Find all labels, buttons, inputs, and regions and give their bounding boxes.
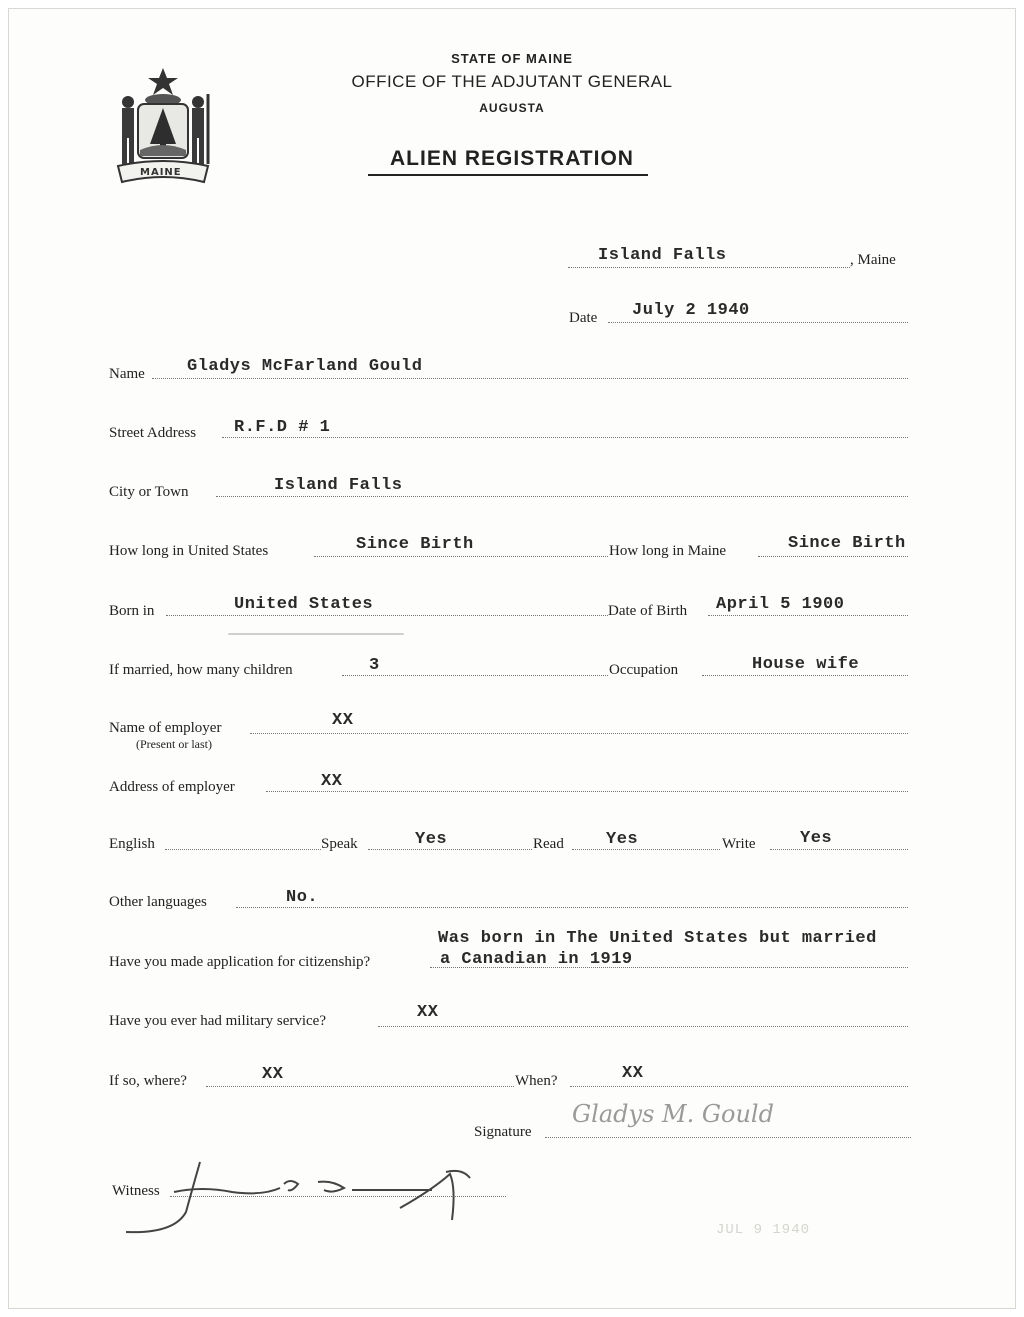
born-in-value: United States: [234, 595, 374, 614]
city-value: Island Falls: [274, 476, 403, 495]
location-value: Island Falls: [598, 246, 727, 265]
write-value: Yes: [800, 829, 833, 848]
other-languages-label: Other languages: [109, 894, 207, 910]
date-label: Date: [569, 310, 598, 326]
employer-name-label: Name of employer: [109, 720, 222, 736]
children-label: If married, how many children: [109, 662, 293, 678]
dob-value: April 5 1900: [716, 595, 845, 614]
seal-banner-text: MAINE: [140, 167, 182, 178]
citizenship-line1: Was born in The United States but married: [438, 929, 877, 948]
read-label: Read: [533, 836, 564, 852]
how-long-maine-value: Since Birth: [788, 534, 906, 553]
header-city: AUGUSTA: [479, 101, 545, 115]
signature-label: Signature: [474, 1124, 532, 1140]
how-long-us-label: How long in United States: [109, 543, 269, 559]
where-value: XX: [262, 1065, 284, 1084]
signature-value: Gladys M. Gould: [572, 1100, 774, 1128]
occupation-value: House wife: [752, 655, 860, 674]
location-label: , Maine: [850, 252, 896, 268]
speak-value: Yes: [415, 830, 448, 849]
name-value: Gladys McFarland Gould: [187, 357, 423, 376]
street-value: R.F.D # 1: [234, 418, 331, 437]
citizenship-label: Have you made application for citizenship?: [109, 954, 371, 970]
when-label: When?: [515, 1073, 558, 1089]
name-label: Name: [109, 366, 145, 382]
children-value: 3: [369, 656, 380, 675]
english-label: English: [109, 836, 155, 852]
form-title: ALIEN REGISTRATION: [390, 147, 634, 170]
header-state: STATE OF MAINE: [451, 51, 573, 66]
military-value: XX: [417, 1003, 439, 1022]
registration-form: [8, 8, 1016, 1309]
speak-label: Speak: [321, 836, 358, 852]
occupation-label: Occupation: [609, 662, 679, 678]
employer-name-sublabel: (Present or last): [136, 737, 212, 751]
street-label: Street Address: [109, 425, 197, 441]
employer-address-value: XX: [321, 772, 343, 791]
witness-signature-icon: [112, 1150, 512, 1240]
title-underline: [368, 174, 648, 176]
how-long-maine-label: How long in Maine: [609, 543, 727, 559]
read-value: Yes: [606, 830, 639, 849]
citizenship-line2: a Canadian in 1919: [440, 950, 633, 969]
date-value: July 2 1940: [632, 301, 750, 320]
born-in-label: Born in: [109, 603, 155, 619]
other-languages-value: No.: [286, 888, 319, 907]
received-stamp: JUL 9 1940: [716, 1222, 811, 1238]
where-label: If so, where?: [109, 1073, 187, 1089]
witness-label: Witness: [112, 1183, 160, 1199]
dob-label: Date of Birth: [608, 603, 688, 619]
employer-address-label: Address of employer: [109, 779, 235, 795]
city-label: City or Town: [109, 484, 189, 500]
how-long-us-value: Since Birth: [356, 535, 474, 554]
military-label: Have you ever had military service?: [109, 1013, 326, 1029]
when-value: XX: [622, 1064, 644, 1083]
header-office: OFFICE OF THE ADJUTANT GENERAL: [351, 72, 673, 91]
write-label: Write: [722, 836, 756, 852]
employer-name-value: XX: [332, 711, 354, 730]
